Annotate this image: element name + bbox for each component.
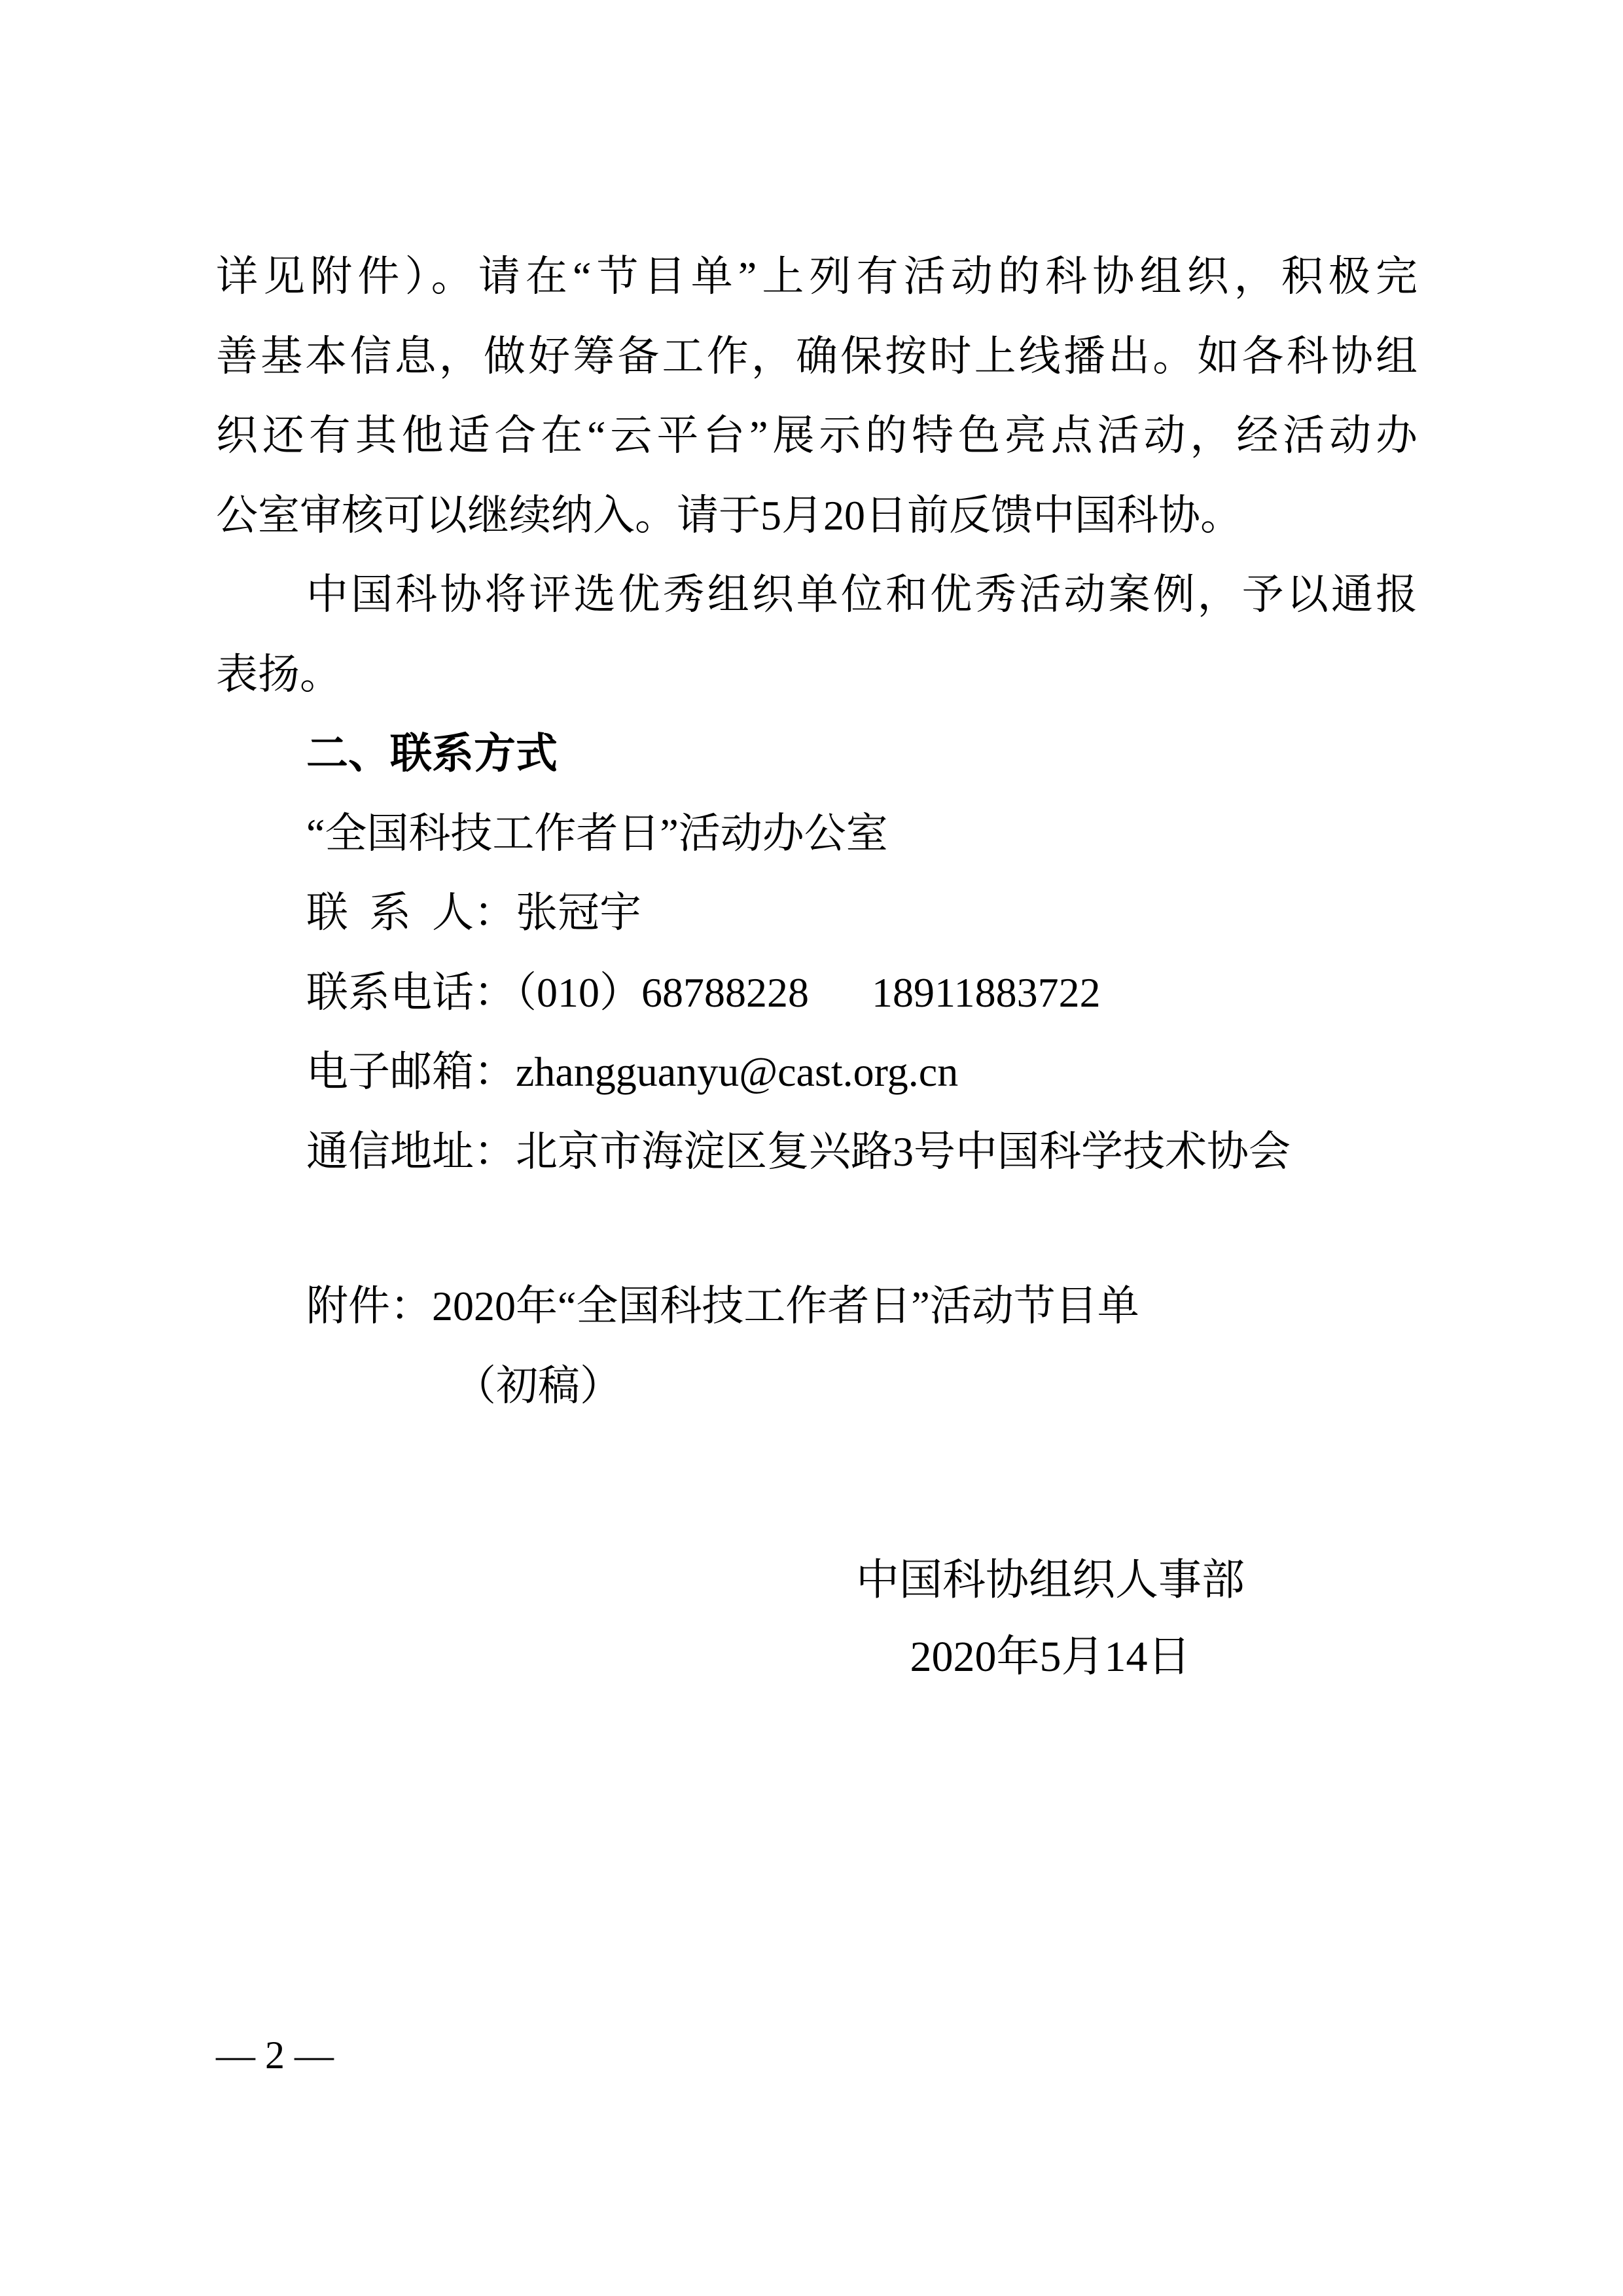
attachment-draft-note: （初稿） [454,1362,622,1409]
contact-email-line: 电子邮箱：zhangguanyu@cast.org.cn [306,1049,959,1095]
body-line: 中国科协将评选优秀组织单位和优秀活动案例，予以通报 [306,571,1418,618]
contact-address-line: 通信地址：北京市海淀区复兴路3号中国科学技术协会 [306,1128,1291,1175]
body-line: 织还有其他适合在“云平台”展示的特色亮点活动，经活动办 [216,412,1418,459]
signature-date: 2020年5月14日 [910,1633,1191,1681]
body-line: 善基本信息，做好筹备工作，确保按时上线播出。如各科协组 [216,332,1418,380]
page-number: — 2 — [216,2034,334,2077]
body-line: 表扬。 [216,651,342,698]
signature-department: 中国科协组织人事部 [856,1556,1245,1604]
contact-person-line: 联 系 人：张冠宇 [306,889,641,936]
section-heading-contact: 二、联系方式 [306,730,558,777]
signature-block [723,1542,1378,1695]
contact-office-line: “全国科技工作者日”活动办公室 [306,810,888,857]
attachment-title: 附件：2020年“全国科技工作者日”活动节目单 [306,1283,1139,1329]
contact-phone-line: 联系电话：（010）68788228 18911883722 [306,969,1101,1016]
body-text [216,237,1418,1191]
attachment-block [216,1266,1418,1426]
body-line: 公室审核可以继续纳入。请于5月20日前反馈中国科协。 [216,492,1242,539]
body-line: 详见附件）。请在“节目单”上列有活动的科协组织，积极完 [216,253,1418,300]
